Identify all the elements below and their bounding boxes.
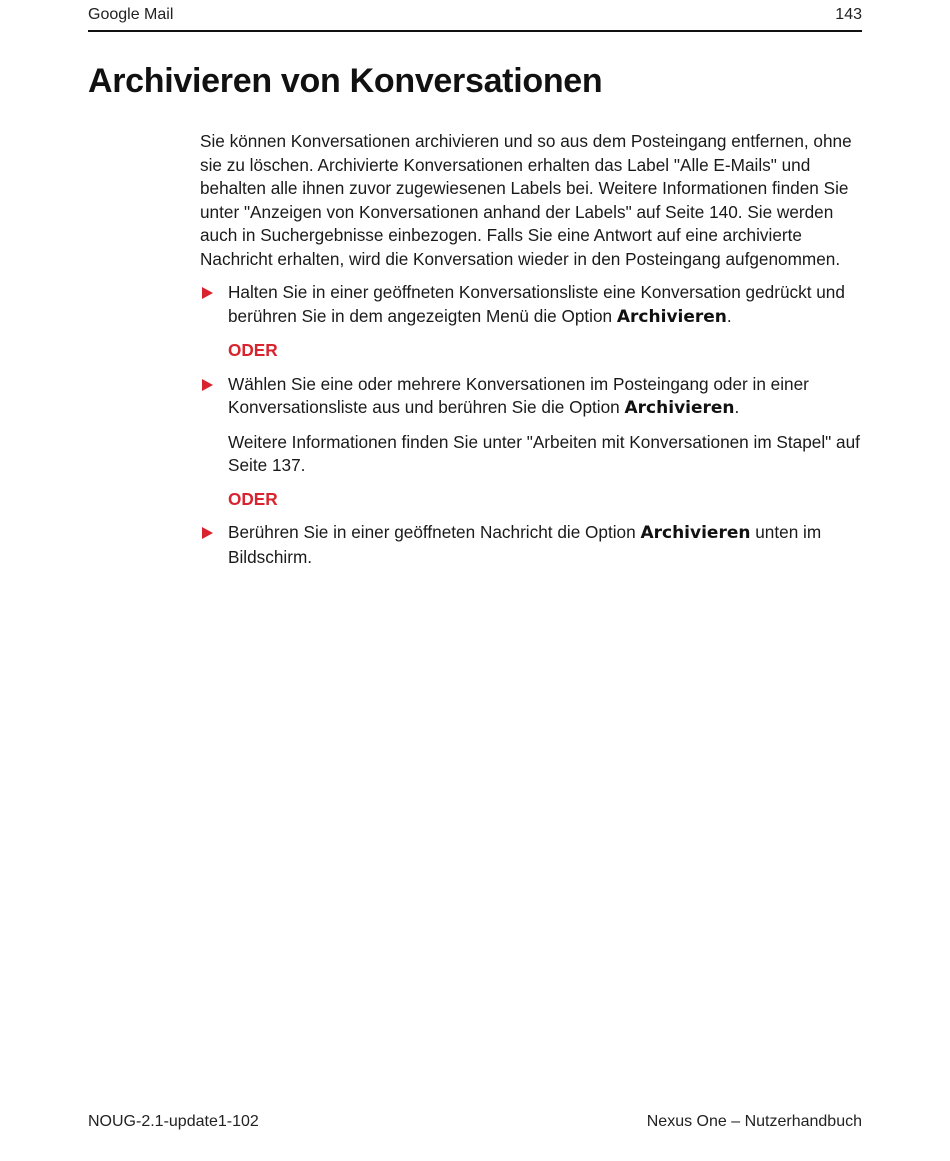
step-3-text-before: Berühren Sie in einer geöffneten Nachricht die Option	[228, 522, 641, 542]
step-2-text-after: .	[734, 397, 740, 417]
bullet-arrow-icon	[202, 527, 213, 539]
intro-paragraph: Sie können Konversationen archivieren und so aus dem Posteingang entfernen, ohne sie zu löschen. Archivierte Konversationen erhalten das Label "Alle E-Mails" und behalten alle ihnen zuvor zugewiesenen Labels bei. Weitere Informationen finden Sie unter "Anzeigen von Konversationen anhand der Labels" auf Seite 140. Sie werden auch in Suchergebnisse einbezogen. Falls Sie eine Antwort auf eine archivierte Nachricht erhalten, wird die Konversation wieder in den Posteingang aufgenommen.	[200, 131, 852, 269]
footer-manual-title: Nexus One – Nutzerhandbuch	[646, 1113, 862, 1130]
step-1-text-before: Halten Sie in einer geöffneten Konversationsliste eine Konversation gedrückt und berühren Sie in dem angezeigten Menü die Option	[228, 282, 845, 326]
step-2-text-before: Wählen Sie eine oder mehrere Konversationen im Posteingang oder in einer Konversationsliste aus und berühren Sie die Option	[228, 373, 809, 417]
step-1-term: Archivieren	[616, 306, 727, 327]
or-separator-2: ODER	[228, 488, 278, 509]
header-page-number: 143	[835, 6, 862, 23]
step-1	[200, 281, 864, 329]
header-section-title: Google Mail	[88, 6, 174, 23]
footer-document-id: NOUG-2.1-update1-102	[88, 1113, 259, 1130]
step-3	[200, 521, 864, 569]
step-2-term: Archivieren	[624, 398, 735, 418]
step-2	[200, 373, 864, 421]
step-1-text-after: .	[726, 305, 732, 326]
bullet-arrow-icon	[202, 287, 213, 299]
page-header	[88, 4, 862, 32]
step-3-term: Archivieren	[640, 523, 751, 543]
step-3-text-after: unten im Bildschirm.	[228, 522, 822, 567]
bullet-arrow-icon	[202, 379, 213, 391]
page-title: Archivieren von Konversationen	[88, 62, 603, 100]
main-content	[200, 130, 864, 579]
step-2-note: Weitere Informationen finden Sie unter "Arbeiten mit Konversationen im Stapel" auf Seite 137.	[228, 431, 860, 475]
or-separator-1: ODER	[228, 340, 278, 360]
